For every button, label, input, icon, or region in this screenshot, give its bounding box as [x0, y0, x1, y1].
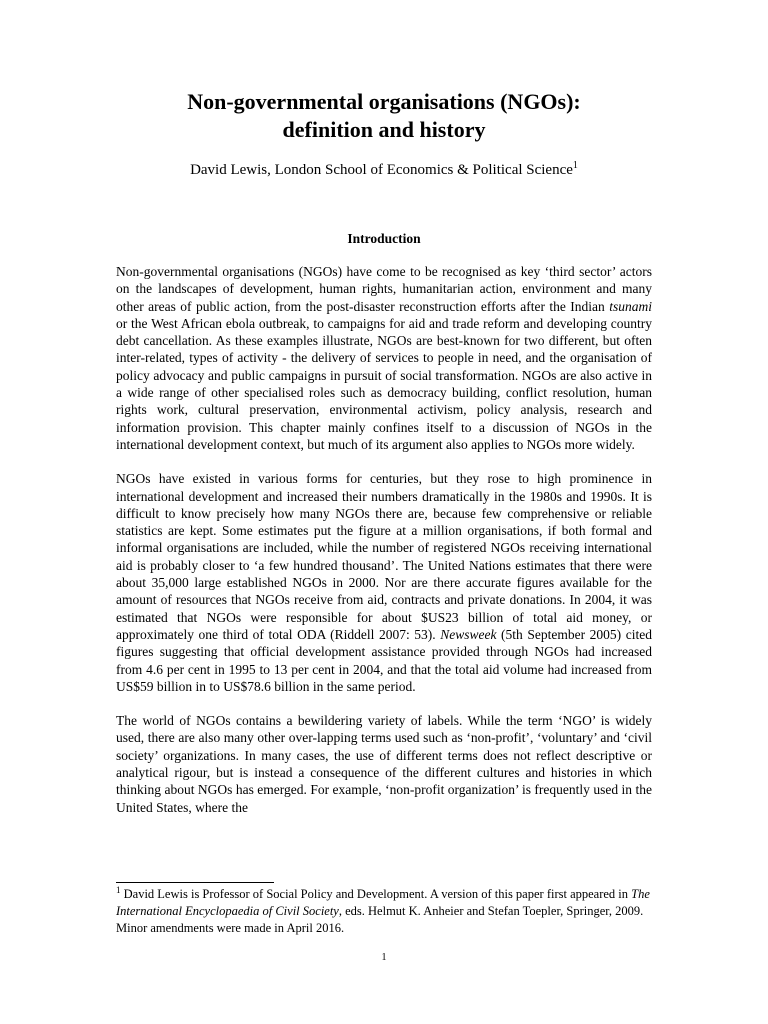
footnote [116, 886, 656, 937]
page-number: 1 [381, 952, 387, 963]
paragraph-2-italic: Newsweek [440, 626, 497, 642]
paragraph-3 [116, 712, 652, 816]
body-text [116, 263, 652, 833]
paragraph-2-part-1: NGOs have existed in various forms for centuries, but they rose to high prominence in international development and increased their numbers dramatically in the 1980s and 1990s. It is difficult to know precisely how many NGOs there are, because few comprehensive or reliable statistics are kept. Some estimates put the figure at a million organisations, if both formal and informal organisations are included, while the number of registered NGOs receiving international aid is probably closer to ‘a few hundred thousand’. The United Nations estimates that there were about 35,000 large established NGOs in 2000. Nor are there accurate figures available for the amount of resources that NGOs receive from aid, contracts and private donations. In 2004, it was estimated that NGOs were responsible for about $US23 billion of total aid money, or approximately one third of total ODA (Riddell 2007: 53). [116, 471, 652, 642]
paragraph-2 [116, 470, 652, 695]
author-name: David Lewis, London School of Economics & Political Science [190, 162, 573, 178]
title-line-1: Non-governmental organisations (NGOs): [187, 89, 581, 114]
paragraph-1 [116, 263, 652, 453]
paragraph-2-part-2: (5th September 2005) cited figures suggesting that official development assistance provided through NGOs had increased from 4.6 per cent in 1995 to 13 per cent in 2004, and that the total aid volume had increased from US$59 billion in to US$78.6 billion in the same period. [116, 626, 652, 694]
section-heading: Introduction [347, 231, 421, 246]
footnote-part-2: , eds. Helmut K. Anheier and Stefan Toepler, Springer, 2009. Minor amendments were made in April 2016. [116, 904, 644, 935]
paragraph-1-italic: tsunami [609, 298, 652, 314]
author-line [0, 160, 768, 180]
paragraph-3-text: The world of NGOs contains a bewildering variety of labels. While the term ‘NGO’ is widely used, there are also many other over-lapping terms used such as ‘non-profit’, ‘voluntary’ and ‘civil society’ organizations. In many cases, the use of different terms does not reflect descriptive or analytical rigour, but is instead a consequence of the different cultures and histories in which thinking about NGOs has emerged. For example, ‘non-profit organization’ is frequently used in the United States, where the [116, 713, 652, 815]
footnote-mark: 1 [116, 885, 121, 895]
footnote-part-1: David Lewis is Professor of Social Policy and Development. A version of this paper first appeared in [120, 887, 632, 901]
title-line-2: definition and history [282, 117, 486, 142]
paragraph-1-part-2: or the West African ebola outbreak, to campaigns for aid and trade reform and developing country debt cancellation. As these examples illustrate, NGOs are best-known for two different, but often inter-related, types of activity - the delivery of services to people in need, and the organisation of policy advocacy and public campaigns in pursuit of social transformation. NGOs are also active in a wide range of other specialised roles such as democracy building, conflict resolution, human rights work, cultural preservation, environmental activism, policy analysis, research and information provision. This chapter mainly confines itself to a discussion of NGOs in the international development context, but much of its argument also applies to NGOs more widely. [116, 315, 652, 452]
footnote-divider [116, 882, 274, 883]
paper-title [0, 88, 768, 144]
footnote-italic: The International Encyclopaedia of Civil Society [116, 887, 650, 918]
author-footnote-mark: 1 [572, 160, 578, 171]
paragraph-1-part-1: Non-governmental organisations (NGOs) have come to be recognised as key ‘third sector’ actors on the landscapes of development, human rights, humanitarian action, environment and many other areas of public action, from the post-disaster reconstruction efforts after the Indian [116, 264, 652, 314]
